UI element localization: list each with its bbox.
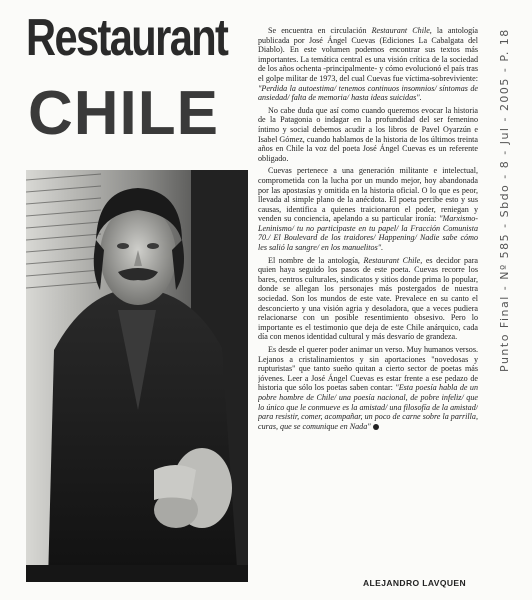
article-body <box>258 26 478 578</box>
end-mark-icon <box>373 424 379 430</box>
handwritten-margin-note: Punto Final - Nº 585 - Sbdo - 8 - Jul - 2005 - P. 18 <box>498 28 511 372</box>
paragraph-4: El nombre de la antología, Restaurant Chile, es decidor para quien haya seguido los pasos de este poeta. Cuevas recorre los bares, centros culturales, sindicatos y sitios donde prima lo popular, donde se allegan los personajes más postergados de nuestra sociedad. Son los mundos de este vate. Prevalece en su canto el desconcierto y una visión agria y desoladora, que a veces pudiera relacionarse con un posible resentimiento obsesivo. Pero lo importante es el testimonio que deja de este Chile anárquico, cada día con menos identidad cultural y más desvarío de grandeza. <box>258 255 478 342</box>
author-byline: ALEJANDRO LAVQUEN <box>363 578 466 588</box>
title-line-1: Restaurant <box>26 9 228 67</box>
paragraph-2: No cabe duda que así como cuando queremos evocar la historia de la Patagonia o indagar en la profundidad del ser femenino íntimo y social debemos acudir a los libros de Pavel Oyarzún e Isabel Gómez, cuando hablamos de la historia de los últimos treinta años en Chile la voz del poeta José Ángel Cuevas es un referente obligado. <box>258 105 478 163</box>
paragraph-3: Cuevas pertenece a una generación militante e intelectual, comprometida con la lucha por un mundo mejor, hoy abandonada por las apostasías y omitida en la historia oficial. O lo que es peor, llevada al simple plano de la anécdota. El poeta percibe esto y sus causas, identifica a quienes traicionaron el poder, reniegan y venden su conciencia, apelando a su particular ironía: "Marxismo-Leninismo/ tu no participaste en tu papel/ la Fracción Comunista 70./ El Boulevard de los traidores/ Happening/ Nadie sabe cómo les salió la sangre/ en los manuelitos". <box>258 166 478 253</box>
paragraph-1: Se encuentra en circulación Restaurant Chile, la antología publicada por José Ángel Cuevas (Ediciones La Cabalgata del Diablo). En este volumen podemos encontrar sus textos más importantes. La temática central es una visión crítica de la sociedad de los años ochenta -principalmente- y cómo evolucionó el país tras el golpe militar de 1973, del cual Cuevas fue víctima-sobreviviente: "Perdida la autoestima/ tenemos continuos insomnios/ síntomas de ansiedad/ falta de memoria/ hasta ideas suicidas". <box>258 26 478 103</box>
title-line-2: CHILE <box>28 79 219 148</box>
author-photo <box>26 170 248 582</box>
paragraph-5: Es desde el querer poder animar un verso. Muy humanos versos. Lejanos a cristalinamientos y sin aportaciones "novedosas y rupturistas" que tanto sueño quitan a cierto sector de poetas más jóvenes. Leer a José Ángel Cuevas es estar frente a ese pedazo de historia que sólo los poetas saben contar: "Esta poesía habla de un pobre hombre de Chile/ una poesía nacional, de pobre infeliz/ que lo único que le conmueve es la amistad/ una filosofía de la amistad/ para resistir, comer, acompañar, un poco de carne sobre la parrilla, curas, que se comunique en Nada" <box>258 345 478 431</box>
